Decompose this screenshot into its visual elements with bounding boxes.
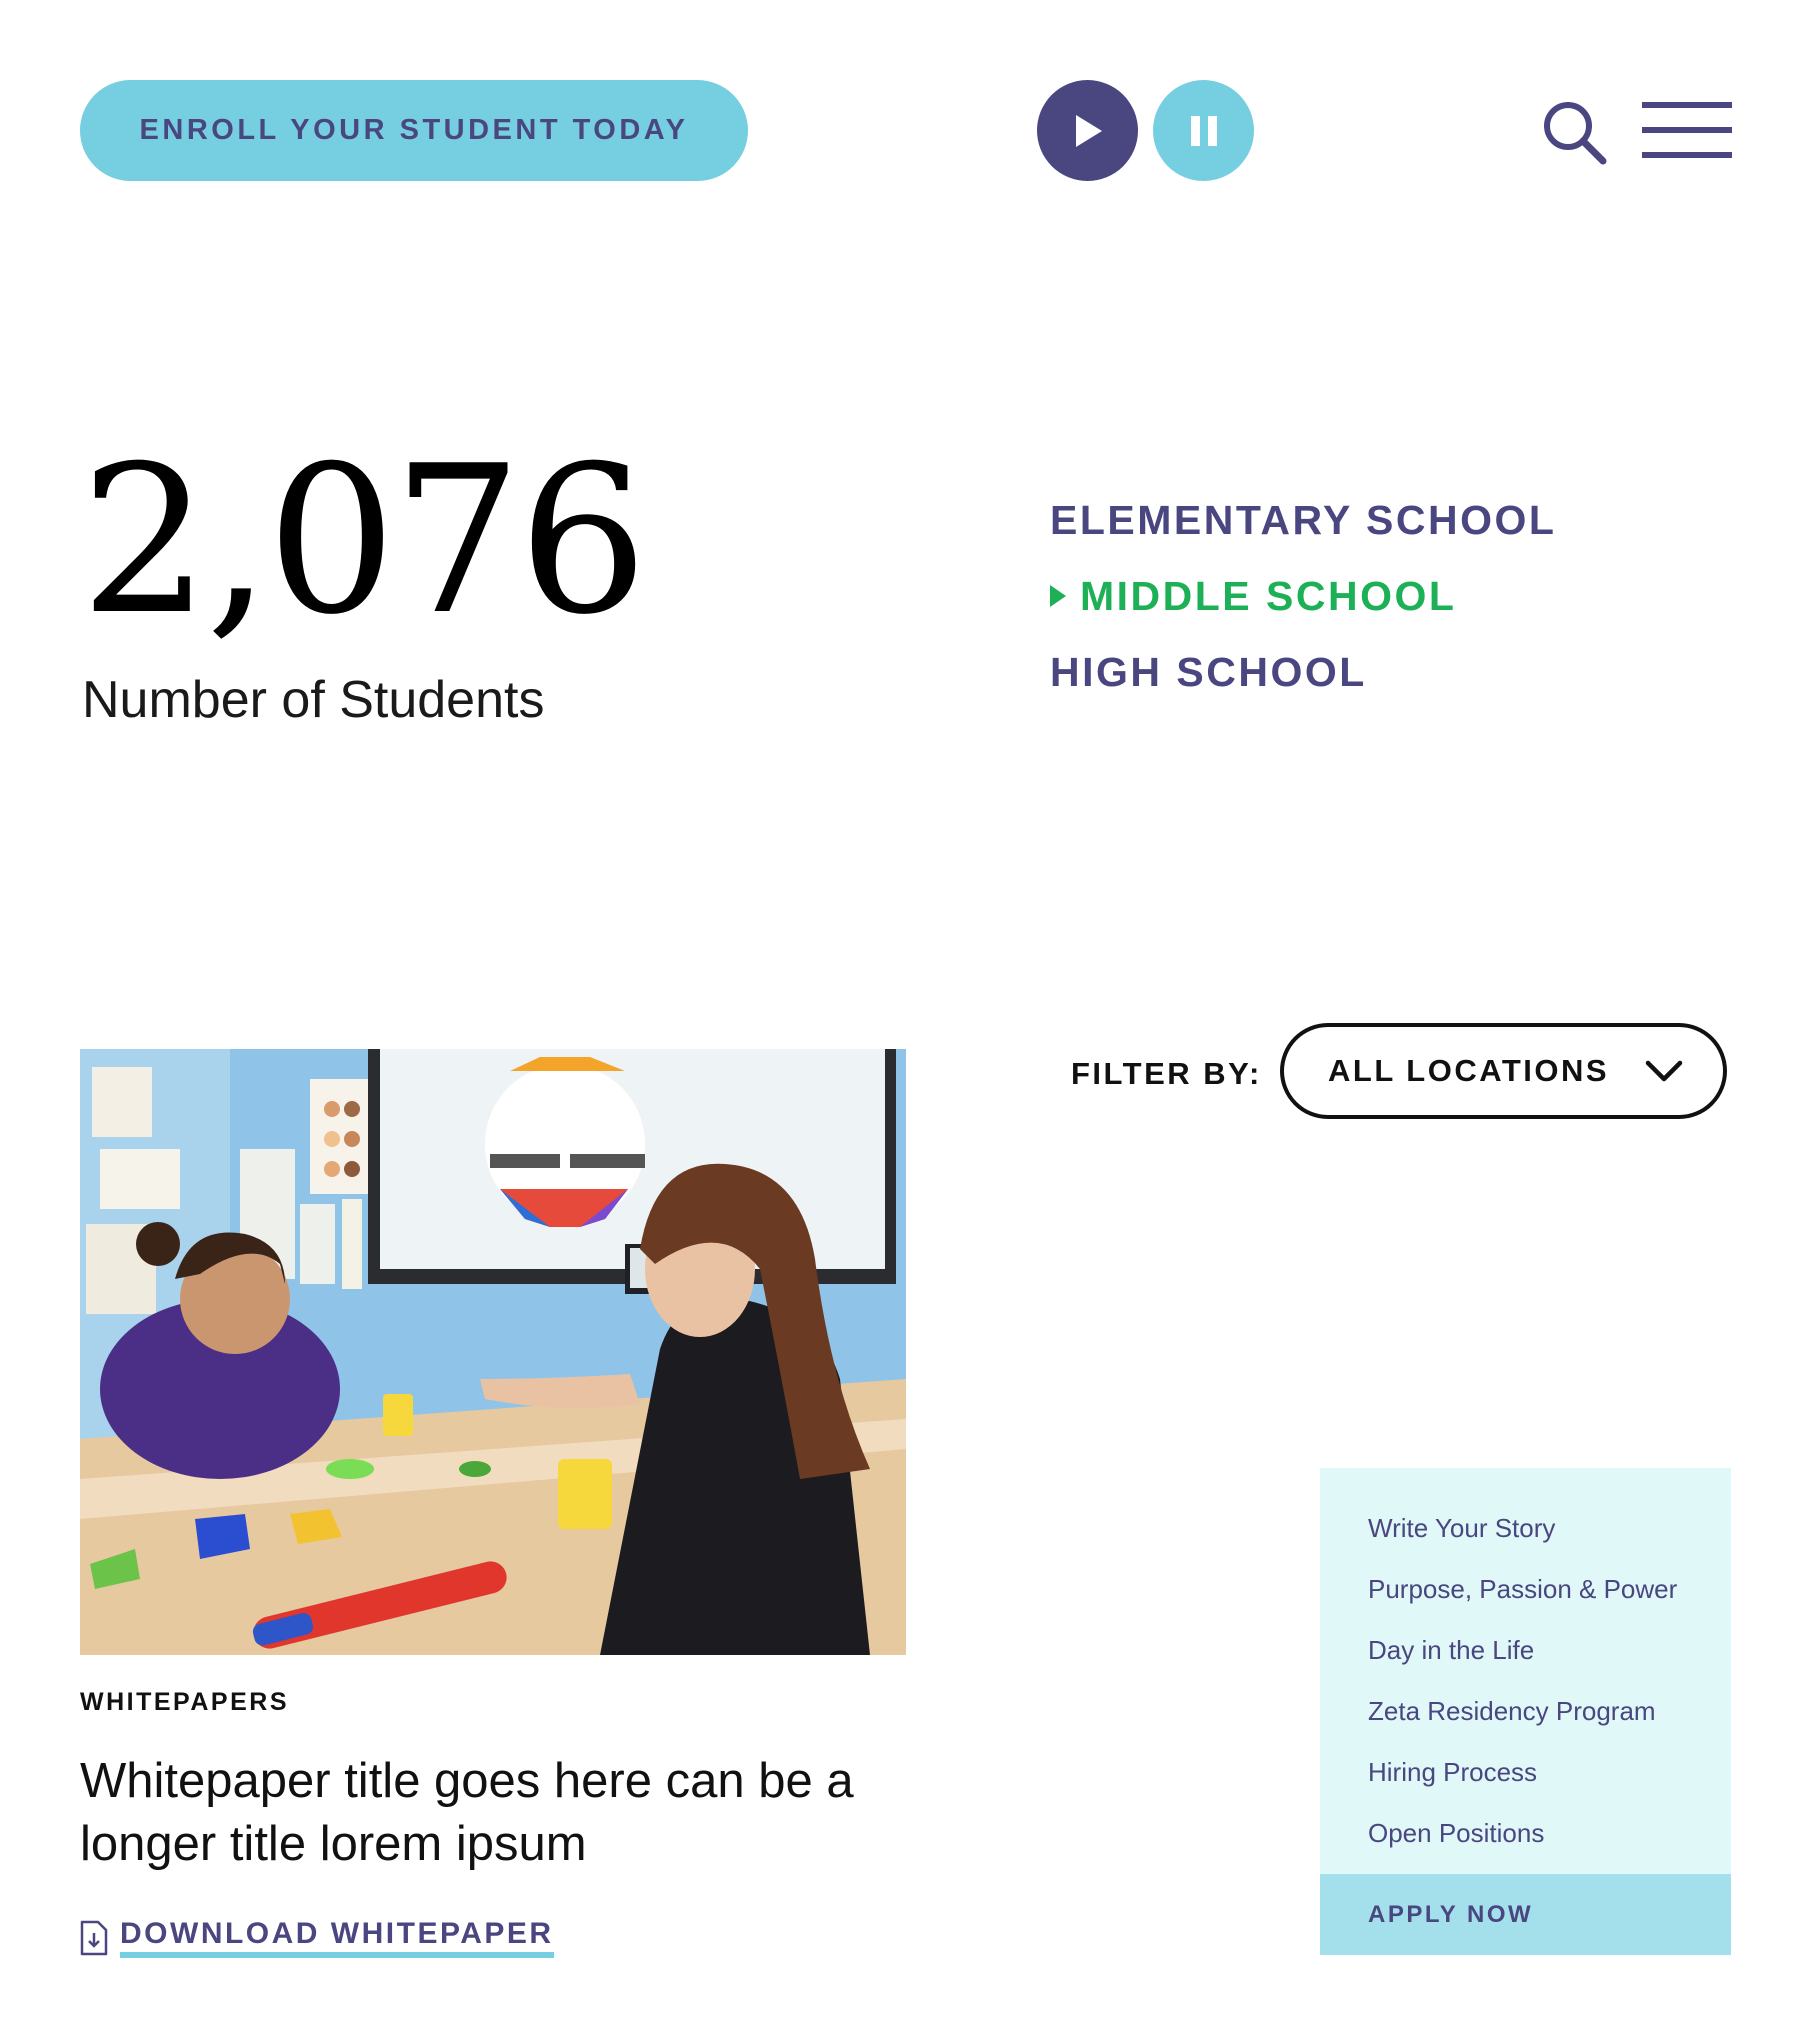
school-level-nav [1050, 482, 1556, 710]
side-menu-item-zeta-residency[interactable]: Zeta Residency Program [1368, 1696, 1656, 1726]
hamburger-menu-icon[interactable] [1642, 98, 1732, 162]
side-menu-item-write-your-story[interactable]: Write Your Story [1368, 1513, 1556, 1543]
student-count-label: Number of Students [82, 671, 545, 729]
play-icon [1070, 113, 1106, 149]
school-level-label: MIDDLE SCHOOL [1080, 573, 1457, 619]
pause-button[interactable] [1153, 80, 1254, 181]
student-count: 2,076 [80, 423, 645, 660]
location-filter-select[interactable] [1280, 1023, 1727, 1119]
careers-side-menu [1320, 1468, 1731, 1874]
school-level-elementary[interactable] [1050, 482, 1556, 558]
active-arrow-icon [1050, 585, 1066, 607]
chevron-down-icon [1645, 1059, 1683, 1083]
search-icon[interactable] [1540, 98, 1608, 166]
school-level-label: ELEMENTARY SCHOOL [1050, 497, 1557, 543]
download-whitepaper-link[interactable] [80, 1917, 554, 1958]
filter-label: FILTER BY: [1071, 1056, 1262, 1091]
school-level-label: HIGH SCHOOL [1050, 649, 1367, 695]
enroll-button[interactable]: ENROLL YOUR STUDENT TODAY [80, 80, 748, 181]
play-button[interactable] [1037, 80, 1138, 181]
side-menu-item-open-positions[interactable]: Open Positions [1368, 1818, 1545, 1848]
classroom-photo [80, 1049, 906, 1655]
pause-icon [1188, 114, 1220, 148]
school-level-high[interactable] [1050, 634, 1556, 710]
side-menu-item-hiring-process[interactable]: Hiring Process [1368, 1757, 1538, 1787]
card-title[interactable]: Whitepaper title goes here can be a longer title lorem ipsum [80, 1754, 854, 1871]
location-filter-value: ALL LOCATIONS [1328, 1053, 1610, 1088]
document-download-icon [80, 1920, 108, 1956]
card-category: WHITEPAPERS [80, 1688, 289, 1716]
download-whitepaper-label: DOWNLOAD WHITEPAPER [120, 1917, 554, 1958]
apply-now-button[interactable]: APPLY NOW [1320, 1874, 1731, 1955]
school-level-middle[interactable] [1050, 558, 1556, 634]
card-image[interactable] [80, 1049, 906, 1655]
side-menu-item-purpose-passion-power[interactable]: Purpose, Passion & Power [1368, 1574, 1678, 1604]
side-menu-item-day-in-the-life[interactable]: Day in the Life [1368, 1635, 1535, 1665]
